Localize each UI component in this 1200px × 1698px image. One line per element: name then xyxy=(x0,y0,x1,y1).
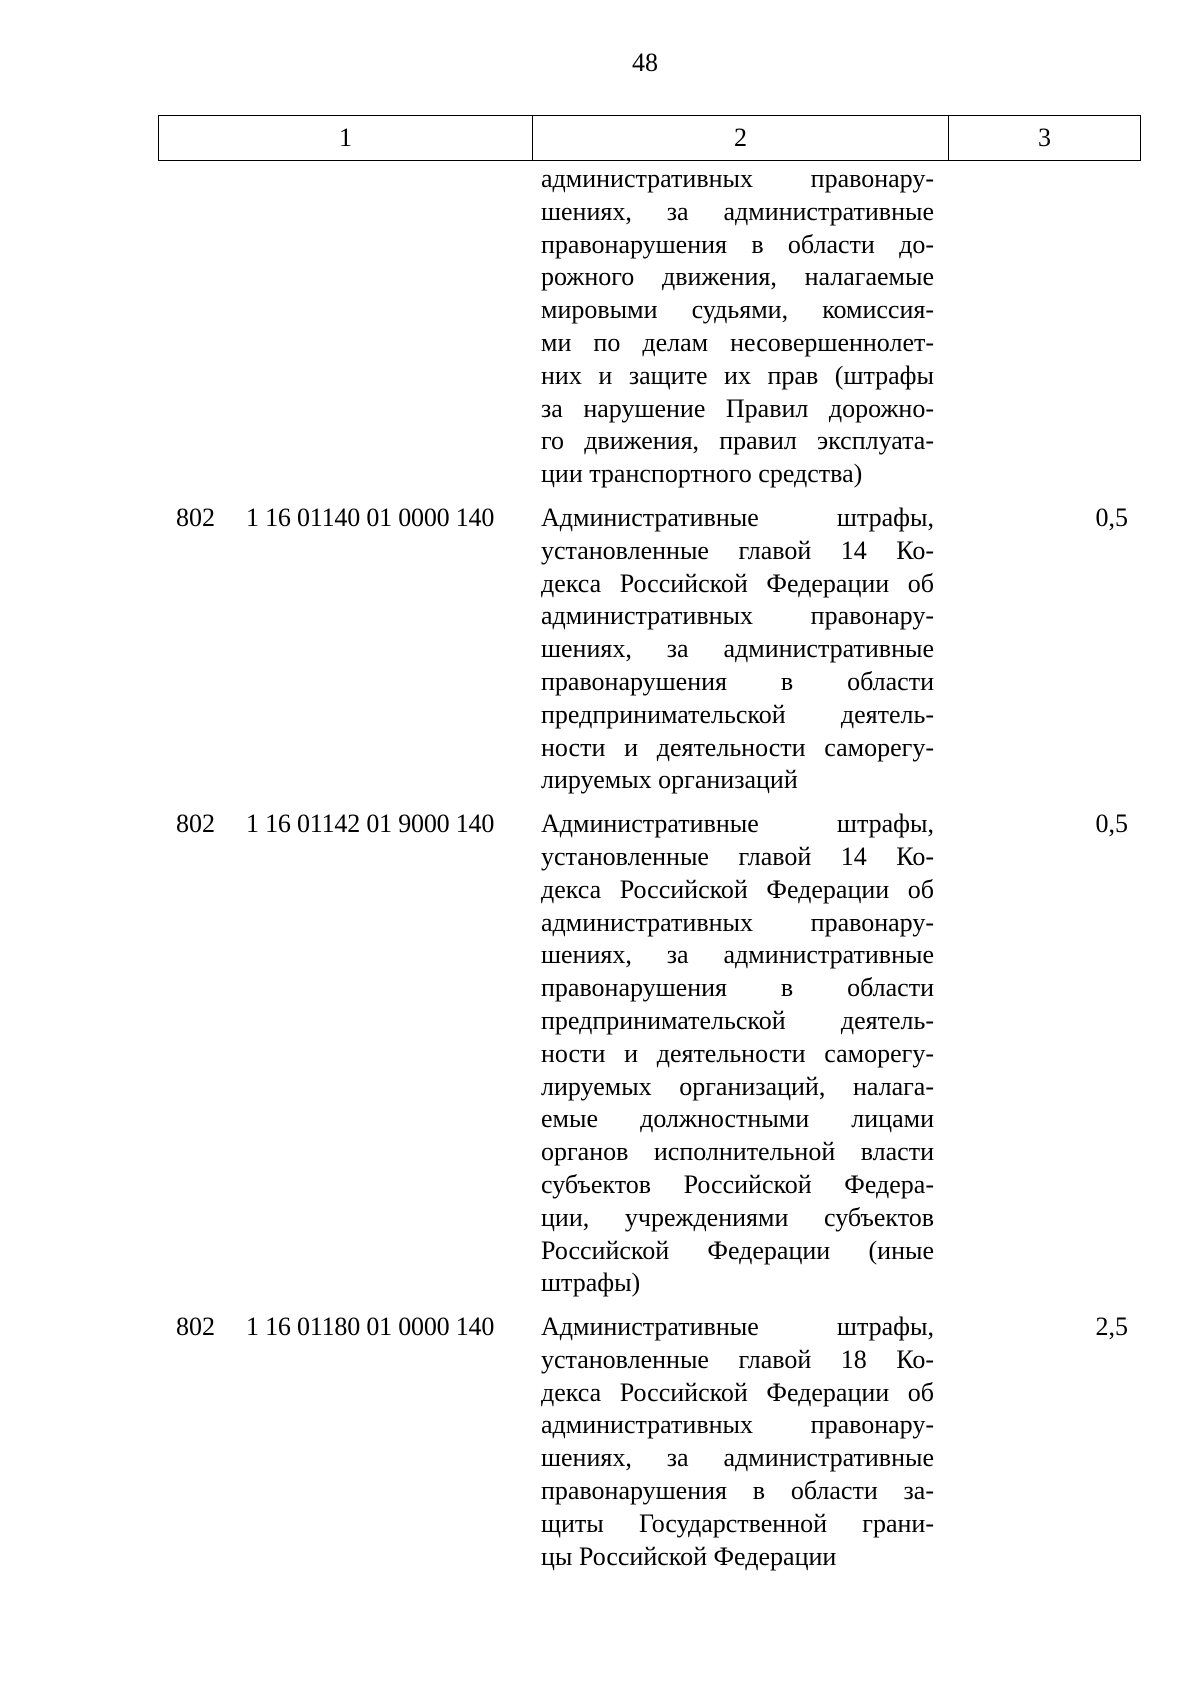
page-number: 48 xyxy=(632,48,658,77)
description-line: емые должностными лицами xyxy=(541,1104,934,1134)
description-line: декса Российской Федерации об xyxy=(541,1377,934,1407)
header-col-3: 3 xyxy=(949,116,1141,161)
description-line: штрафы) xyxy=(541,1268,641,1298)
description-line: декса Российской Федерации об xyxy=(541,874,934,904)
description-line: щиты Государственной грани- xyxy=(541,1508,934,1538)
description-line: правонарушения в области до- xyxy=(541,229,934,259)
description-line: ции транспортного средства) xyxy=(541,459,863,489)
continuation-row xyxy=(158,163,1140,491)
description-line: за нарушение Правил дорожно- xyxy=(541,393,934,423)
description-line: го движения, правил эксплуата- xyxy=(541,426,934,456)
description-line: шениях, за административные xyxy=(541,196,934,226)
row-description xyxy=(541,163,934,491)
header-col-2: 2 xyxy=(533,116,949,161)
description-line: установленные главой 14 Ко- xyxy=(541,535,934,565)
budget-classification-code: 1 16 01180 01 0000 140 xyxy=(246,1312,495,1342)
description-line: ности и деятельности саморегу- xyxy=(541,732,934,762)
row-description xyxy=(541,808,934,1300)
description-line: административных правонару- xyxy=(541,164,934,193)
description-line: административных правонару- xyxy=(541,1410,934,1440)
description-line: Административные штрафы, xyxy=(541,502,934,532)
description-line: Административные штрафы, xyxy=(541,809,934,839)
description-line: декса Российской Федерации об xyxy=(541,568,934,598)
admin-code: 802 xyxy=(176,1312,215,1342)
description-line: правонарушения в области xyxy=(541,666,934,696)
description-line: органов исполнительной власти xyxy=(541,1137,934,1167)
description-line: шениях, за административные xyxy=(541,940,934,970)
row-description xyxy=(541,1311,934,1573)
description-line: субъектов Российской Федера- xyxy=(541,1169,934,1199)
table-row xyxy=(158,1311,1140,1573)
description-line: шениях, за административные xyxy=(541,634,934,664)
table-body xyxy=(158,163,1140,1573)
description-line: ми по делам несовершеннолет- xyxy=(541,327,934,357)
description-line: ции, учреждениями субъектов xyxy=(541,1202,934,1232)
normative-value: 0,5 xyxy=(1095,502,1128,532)
description-line: Российской Федерации (иные xyxy=(541,1235,934,1265)
budget-classification-code: 1 16 01140 01 0000 140 xyxy=(246,502,495,532)
description-line: установленные главой 14 Ко- xyxy=(541,841,934,871)
description-line: предпринимательской деятель- xyxy=(541,1005,934,1035)
description-line: лируемых организаций xyxy=(541,765,798,795)
description-line: рожного движения, налагаемые xyxy=(541,262,934,292)
description-line: ности и деятельности саморегу- xyxy=(541,1038,934,1068)
description-line: установленные главой 18 Ко- xyxy=(541,1344,934,1374)
description-line: лируемых организаций, налага- xyxy=(541,1071,934,1101)
admin-code: 802 xyxy=(176,502,215,532)
header-col-1: 1 xyxy=(159,116,533,161)
admin-code: 802 xyxy=(176,809,215,839)
description-line: правонарушения в области за- xyxy=(541,1476,934,1506)
budget-classification-code: 1 16 01142 01 9000 140 xyxy=(246,809,495,839)
description-line: административных правонару- xyxy=(541,907,934,937)
description-line: шениях, за административные xyxy=(541,1443,934,1473)
table-row xyxy=(158,808,1140,1300)
description-line: Административные штрафы, xyxy=(541,1312,934,1342)
description-line: административных правонару- xyxy=(541,601,934,631)
description-line: мировыми судьями, комиссия- xyxy=(541,295,934,325)
table-header xyxy=(158,115,1141,161)
description-line: цы Российской Федерации xyxy=(541,1541,837,1571)
normative-value: 2,5 xyxy=(1095,1312,1128,1342)
normative-value: 0,5 xyxy=(1095,809,1128,839)
table-row xyxy=(158,502,1140,797)
description-line: предпринимательской деятель- xyxy=(541,699,934,729)
row-description xyxy=(541,502,934,797)
description-line: них и защите их прав (штрафы xyxy=(541,360,934,390)
description-line: правонарушения в области xyxy=(541,973,934,1003)
